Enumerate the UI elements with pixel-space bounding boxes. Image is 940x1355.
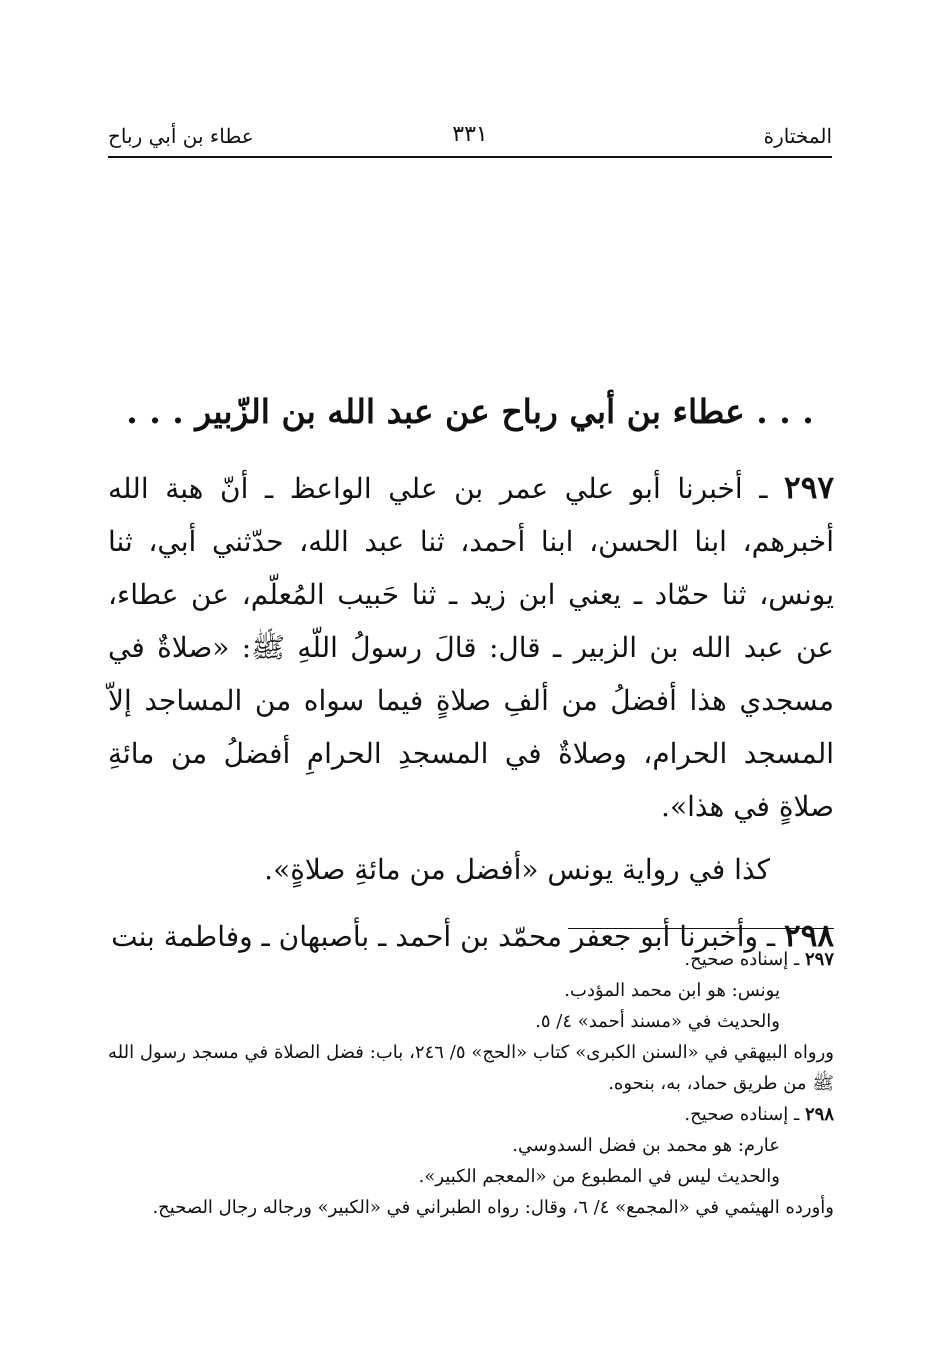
section-title: عطاء بن أبي رباح <box>108 124 254 148</box>
hadith-297-note: كذا في رواية يونس «أفضل من مائةِ صلاةٍ». <box>264 853 770 886</box>
chapter-heading: . . . عطاء بن أبي رباح عن عبد الله بن الزّبير . . . <box>126 392 814 431</box>
footnote-head-text: ـ إسناده صحيح. <box>684 949 805 970</box>
book-title: المختارة <box>763 124 832 148</box>
footnote-head-text: ـ إسناده صحيح. <box>684 1104 805 1125</box>
hadith-text: ـ وأخبرنا أبو جعفر محمّد بن أحمد ـ بأصبهان ـ وفاطمة بنت <box>111 920 785 953</box>
footnote-line: والحديث في «مسند أحمد» ٤/ ٥. <box>535 1011 780 1032</box>
footnote-number: ٢٩٧ <box>804 949 834 970</box>
hadith-297 <box>108 462 834 833</box>
hadith-number: ٢٩٧ <box>784 470 834 506</box>
page-number: ٣٣١ <box>452 122 488 147</box>
footnote-number: ٢٩٨ <box>804 1104 834 1125</box>
hadith-number: ٢٩٨ <box>784 918 834 954</box>
footnote-line: والحديث ليس في المطبوع من «المعجم الكبير». <box>418 1166 780 1187</box>
footnote-line: عارم: هو محمد بن فضل السدوسي. <box>512 1135 780 1156</box>
footnote-298-head <box>108 1099 834 1130</box>
footnotes <box>108 944 834 1223</box>
footnote-line: ورواه البيهقي في «السنن الكبرى» كتاب «الحج» ٥/ ٢٤٦، باب: فضل الصلاة في مسجد رسول الله ﷺ من طريق حماد، به، بنحوه. <box>108 1042 834 1094</box>
footnote-line: وأورده الهيثمي في «المجمع» ٤/ ٦، وقال: رواه الطبراني في «الكبير» ورجاله رجال الصحيح. <box>152 1197 834 1218</box>
footnote-line: يونس: هو ابن محمد المؤدب. <box>564 980 780 1001</box>
main-text <box>108 462 834 963</box>
running-header <box>108 120 832 158</box>
footnote-separator <box>568 928 834 929</box>
footnote-297-head <box>108 944 834 975</box>
hadith-text: ـ أخبرنا أبو علي عمر بن علي الواعظ ـ أنّ هبة الله أخبرهم، ابنا الحسن، ابنا أحمد، ثنا عبد الله، حدّثني أبي، ثنا يونس، ثنا حمّاد ـ يعني ابن زيد ـ ثنا حَبيب المُعلّم، عن عطاء، عن عبد الله بن الزبير ـ قال: قالَ رسولُ اللّهِ ﷺ: «صلاةٌ في مسجدي هذا أفضلُ من ألفِ صلاةٍ فيما سواه من المساجد إلاّ المسجد الحرام، وصلاةٌ في المسجدِ الحرامِ أفضلُ من مائةِ صلاةٍ في هذا». <box>108 472 834 823</box>
